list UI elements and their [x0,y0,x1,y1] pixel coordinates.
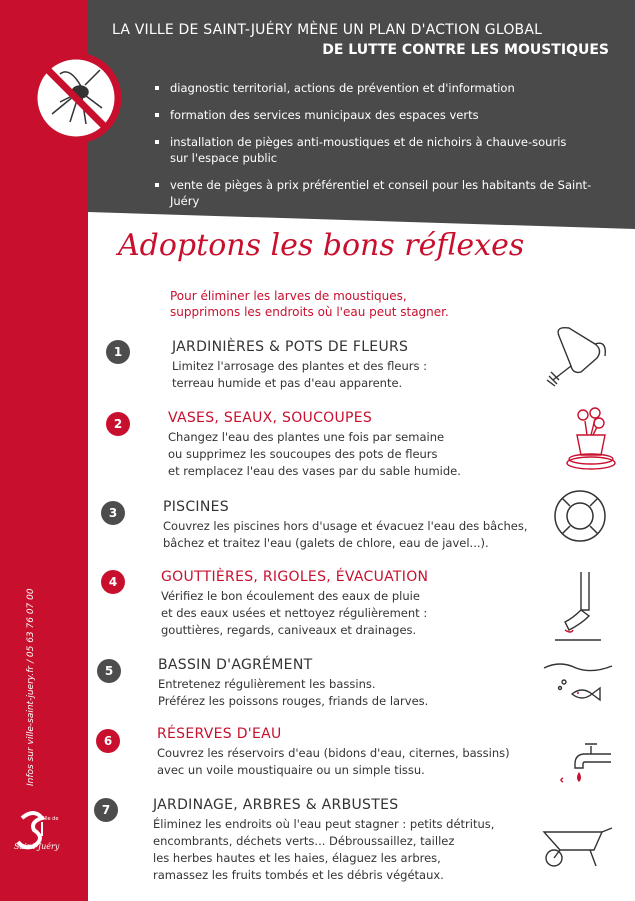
item-number-badge: 2 [106,412,130,436]
logo-caption: Saint-Juéry [14,842,60,851]
header-title-line2: DE LUTTE CONTRE LES MOUSTIQUES [322,42,609,58]
contact-info: Infos sur ville-saint-juery.fr / 05 63 76 07 00 [26,588,36,786]
item-title: JARDINAGE, ARBRES & ARBUSTES [153,797,399,813]
item-number-badge: 1 [106,340,130,364]
watering-can-icon [545,322,613,388]
bullet-item: formation des services municipaux des espaces verts [155,107,615,123]
lifebuoy-icon [552,488,608,544]
item-number-badge: 4 [101,570,125,594]
header-title-line1: LA VILLE DE SAINT-JUÉRY MÈNE UN PLAN D'ACTION GLOBAL [112,22,543,38]
item-text: Vérifiez le bon écoulement des eaux de pluie et des eaux usées et nettoyez régulièrement : gouttières, regards, caniveaux et drainages. [161,589,428,637]
section-intro: Pour éliminer les larves de moustiques, supprimons les endroits où l'eau peut stagner. [170,289,449,319]
gutter-icon [553,570,603,642]
item-text: Entretenez régulièrement les bassins. Préférez les poissons rouges, friands de larves. [158,677,429,708]
wheelbarrow-icon [540,826,614,870]
no-mosquito-icon [30,52,122,144]
item-number-badge: 6 [96,729,120,753]
logo-caption-small: Ville de [40,816,59,822]
item-title: VASES, SEAUX, SOUCOUPES [168,410,373,426]
item-text: Limitez l'arrosage des plantes et des fleurs : terreau humide et pas d'eau apparente. [172,359,427,390]
item-number-badge: 3 [101,501,125,525]
bullet-item: vente de pièges à prix préférentiel et conseil pour les habitants de Saint-Juéry [155,177,615,209]
action-bullet-list [155,80,615,220]
item-title: BASSIN D'AGRÉMENT [158,657,313,673]
item-text: Couvrez les réservoirs d'eau (bidons d'eau, citernes, bassins) avec un voile moustiquaire ou un simple tissu. [157,746,510,777]
section-title: Adoptons les bons réflexes [118,228,525,263]
bullet-item: installation de pièges anti-moustiques et de nichoirs à chauve-souris sur l'espace public [155,134,615,166]
item-text: Changez l'eau des plantes une fois par semaine ou supprimez les soucoupes des pots de fleurs et remplacez l'eau des vases par du sable humide. [168,430,461,478]
item-number-badge: 7 [94,798,118,822]
item-number-badge: 5 [97,659,121,683]
item-text: Couvrez les piscines hors d'usage et évacuez l'eau des bâches, bâchez et traitez l'eau (galets de chlore, eau de javel...). [163,519,528,550]
bullet-item: diagnostic territorial, actions de prévention et d'information [155,80,615,96]
water-tap-icon [555,738,615,784]
item-text: Éliminez les endroits où l'eau peut stagner : petits détritus, encombrants, déchets verts... Débroussaillez, taillez les herbes hautes et les haies, élaguez les arbres, ramassez les fruits tombés et les débris végétaux. [153,817,495,882]
pond-fish-icon [542,658,614,708]
item-title: GOUTTIÈRES, RIGOLES, ÉVACUATION [161,569,429,585]
item-title: RÉSERVES D'EAU [157,726,282,742]
flower-pot-icon [565,405,617,471]
item-title: JARDINIÈRES & POTS DE FLEURS [172,339,409,355]
item-title: PISCINES [163,499,229,515]
